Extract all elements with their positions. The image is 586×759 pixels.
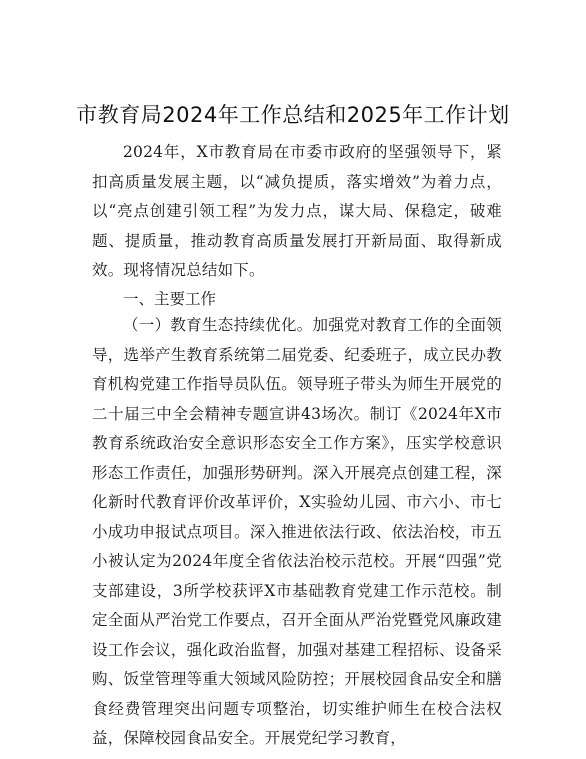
intro-paragraph: 2024年，X市教育局在市委市政府的坚强领导下，紧扣高质量发展主题，以“减负提质，落实增效”为着力点，以“亮点创建引领工程”为发力点，谋大局、保稳定，破难题、提质量，推动教育高质量发展打开新局面、取得新成效。现将情况总结如下。	[92, 143, 502, 279]
body-paragraph: （一）教育生态持续优化。加强党对教育工作的全面领导，选举产生教育系统第二届党委、纪委班子，成立民办教育机构党建工作指导员队伍。领导班子带头为师生开展党的二十届三中全会精神专题宣讲43场次。制订《2024年X市教育系统政治安全意识形态安全工作方案》，压实学校意识形态工作责任，加强形势研判。深入开展亮点创建工程，深化新时代教育评价改革评价，X实验幼儿园、市六小、市七小成功申报试点项目。深入推进依法行政、依法治校，市五小被认定为2024年度全省依法治校示范校。开展“四强”党支部建设，3所学校获评X市基础教育党建工作示范校。制定全面从严治党工作要点，召开全面从严治党暨党风廉政建设工作会议，强化政治监督，加强对基建工程招标、设备采购、饭堂管理等重大领域风险防控；开展校园食品安全和膳食经费管理突出问题专项整治，切实维护师生在校合法权益，保障校园食品安全。开展党纪学习教育，	[92, 316, 502, 747]
document-title: 市教育局2024年工作总结和2025年工作计划	[76, 103, 510, 127]
section-heading: 一、主要工作	[123, 290, 217, 308]
